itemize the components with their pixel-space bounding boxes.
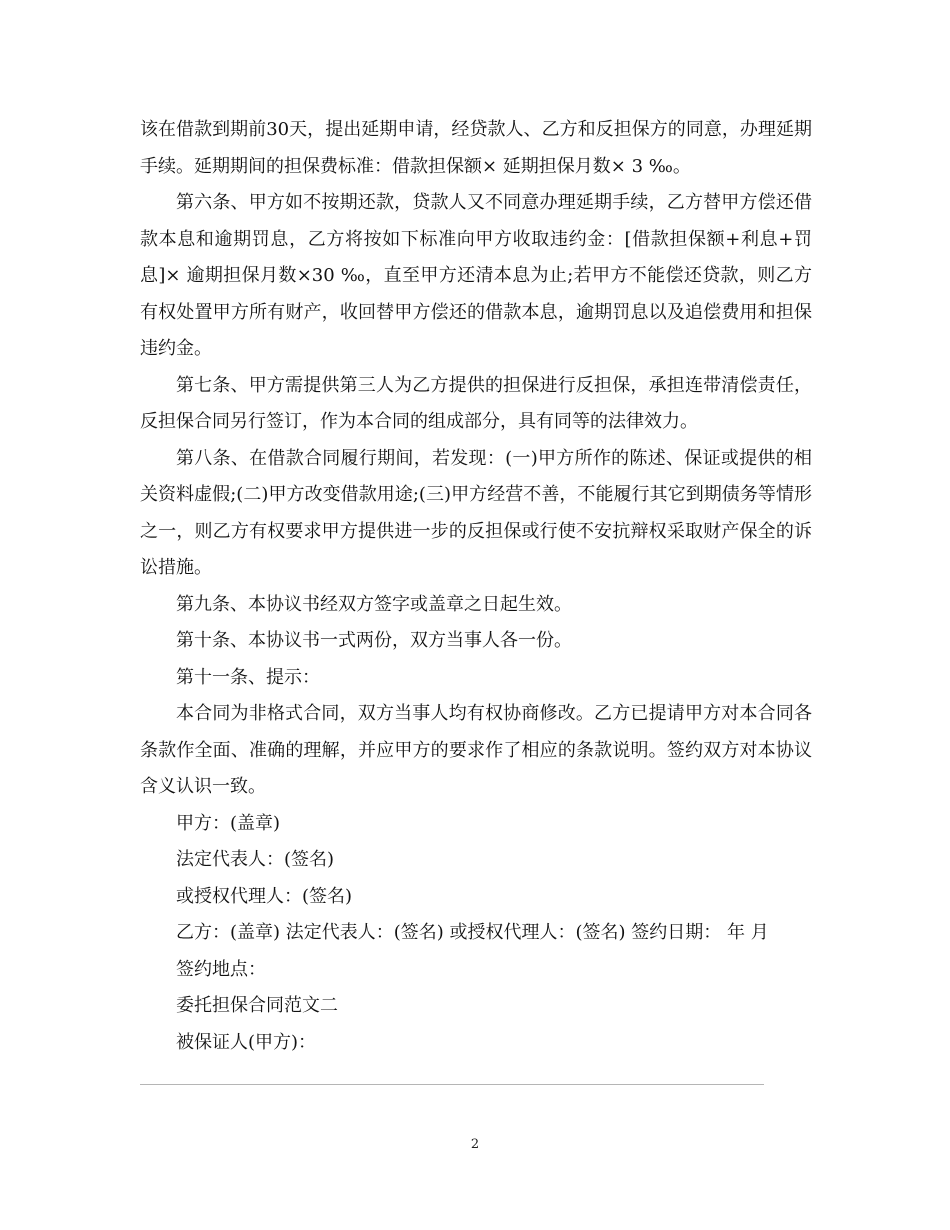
paragraph-article-6: 第六条、甲方如不按期还款，贷款人又不同意办理延期手续，乙方替甲方偿还借款本息和逾期罚息，乙方将按如下标准向甲方收取违约金：[借款担保额+利息+罚息]× 逾期担保月数×30 ‰，直至甲方还清本息为止;若甲方不能偿还贷款，则乙方有权处置甲方所有财产，收回替甲方偿还的借款本息，逾期罚息以及追偿费用和担保违约金。 [140,192,812,359]
paragraph-article-10: 第十条、本协议书一式两份，双方当事人各一份。 [176,630,572,651]
legal-representative-line: 法定代表人：(签名) [176,849,335,870]
paragraph-article-7: 第七条、甲方需提供第三人为乙方提供的担保进行反担保，承担连带清偿责任，反担保合同另行签订，作为本合同的组成部分，具有同等的法律效力。 [140,374,812,432]
guaranteed-party-line: 被保证人(甲方)： [176,1031,317,1053]
footer-divider [140,1084,764,1085]
paragraph-article-8: 第八条、在借款合同履行期间，若发现：(一)甲方所作的陈述、保证或提供的相关资料虚假;(二)甲方改变借款用途;(三)甲方经营不善，不能履行其它到期债务等情形之一，则乙方有权要求甲方提供进一步的反担保或行使不安抗辩权采取财产保全的诉讼措施。 [140,447,812,578]
page-number: 2 [470,1137,480,1152]
party-a-seal-line: 甲方：(盖章) [176,812,281,834]
paragraph-article-9: 第九条、本协议书经双方签字或盖章之日起生效。 [176,593,572,615]
section-title: 委托担保合同范文二 [176,995,338,1016]
signing-place-line: 签约地点： [176,958,266,980]
paragraph-article-11: 第十一条、提示： [176,666,320,688]
party-b-signature-line: 乙方：(盖章) 法定代表人：(签名) 或授权代理人：(签名) 签约日期： 年 月 [176,922,769,943]
authorized-agent-line: 或授权代理人：(签名) [176,885,353,907]
paragraph-notice: 本合同为非格式合同，双方当事人均有权协商修改。乙方已提请甲方对本合同各条款作全面、准确的理解，并应甲方的要求作了相应的条款说明。签约双方对本协议含义认识一致。 [140,703,812,797]
document-body [140,112,812,1061]
paragraph-1: 该在借款到期前30天，提出延期申请，经贷款人、乙方和反担保方的同意，办理延期手续。延期期间的担保费标准：借款担保额× 延期担保月数× 3 ‰。 [140,119,812,177]
